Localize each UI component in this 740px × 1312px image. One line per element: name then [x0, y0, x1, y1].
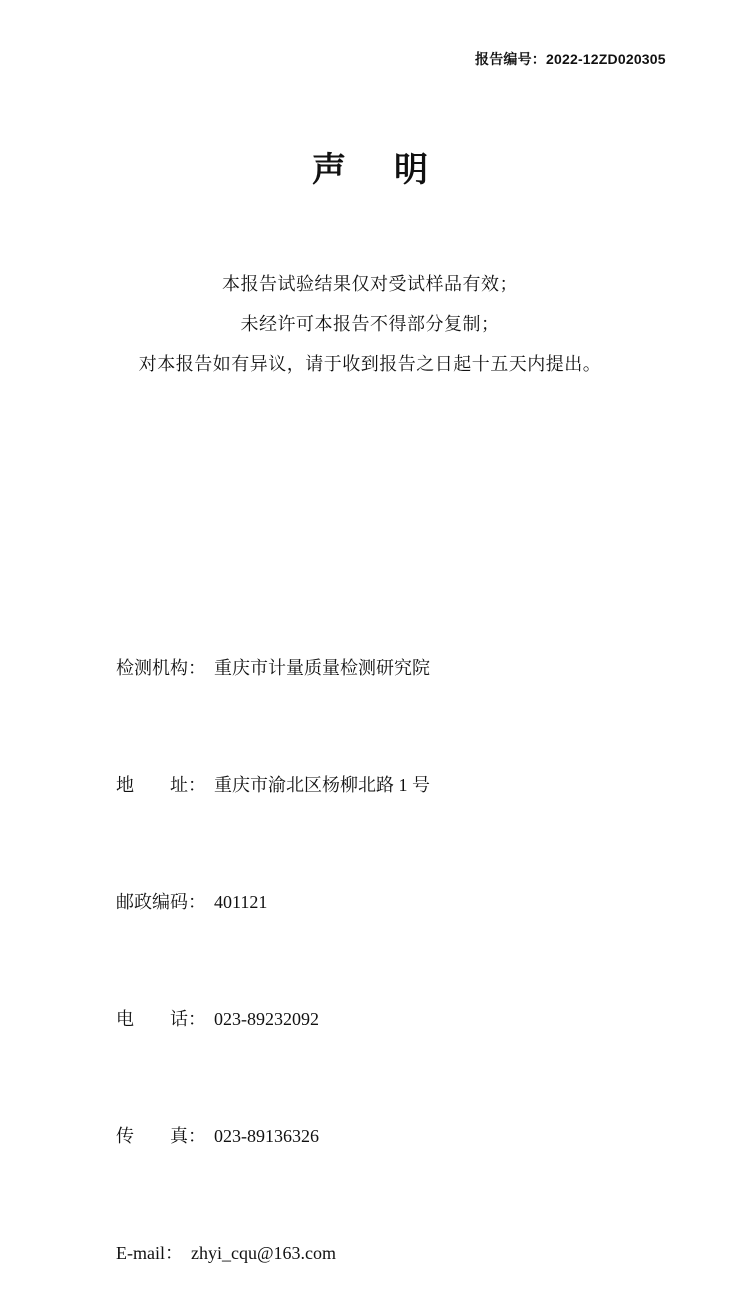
page-title-char-2: 明 — [394, 152, 428, 189]
contact-row-fax — [89, 1078, 430, 1195]
postal-code-value: 401121 — [214, 892, 268, 912]
statement-line-validity: 本报告试验结果仅对受试样品有效； — [222, 274, 518, 294]
statement-line-objection: 对本报告如有异议，请于收到报告之日起十五天内提出。 — [138, 354, 602, 374]
page-title — [0, 154, 740, 188]
report-number: 报告编号：2022-12ZD020305 — [475, 51, 666, 67]
statement-line-reproduction: 未经许可本报告不得部分复制； — [240, 314, 500, 334]
organization-label: 检测机构： — [116, 658, 206, 678]
statement-list — [0, 264, 740, 384]
phone-value: 023-89232092 — [214, 1009, 319, 1029]
contact-row-postal-code — [89, 844, 430, 961]
organization-value: 重庆市计量质量检测研究院 — [214, 658, 430, 678]
email-label: E-mail： — [116, 1243, 183, 1263]
email-value: zhyi_cqu@163.com — [190, 1243, 337, 1263]
page-title-char-1: 声 — [312, 152, 346, 189]
fax-value: 023-89136326 — [214, 1126, 319, 1146]
phone-label: 电 话： — [116, 1009, 206, 1029]
fax-label: 传 真： — [116, 1126, 206, 1146]
contact-row-address — [89, 727, 430, 844]
contact-info-block — [89, 610, 430, 1312]
address-label: 地 址： — [116, 775, 206, 795]
contact-row-email — [89, 1195, 430, 1312]
contact-row-organization — [89, 610, 430, 727]
postal-code-label: 邮政编码： — [116, 892, 206, 912]
contact-row-phone — [89, 961, 430, 1078]
address-value: 重庆市渝北区杨柳北路 1 号 — [214, 775, 430, 795]
